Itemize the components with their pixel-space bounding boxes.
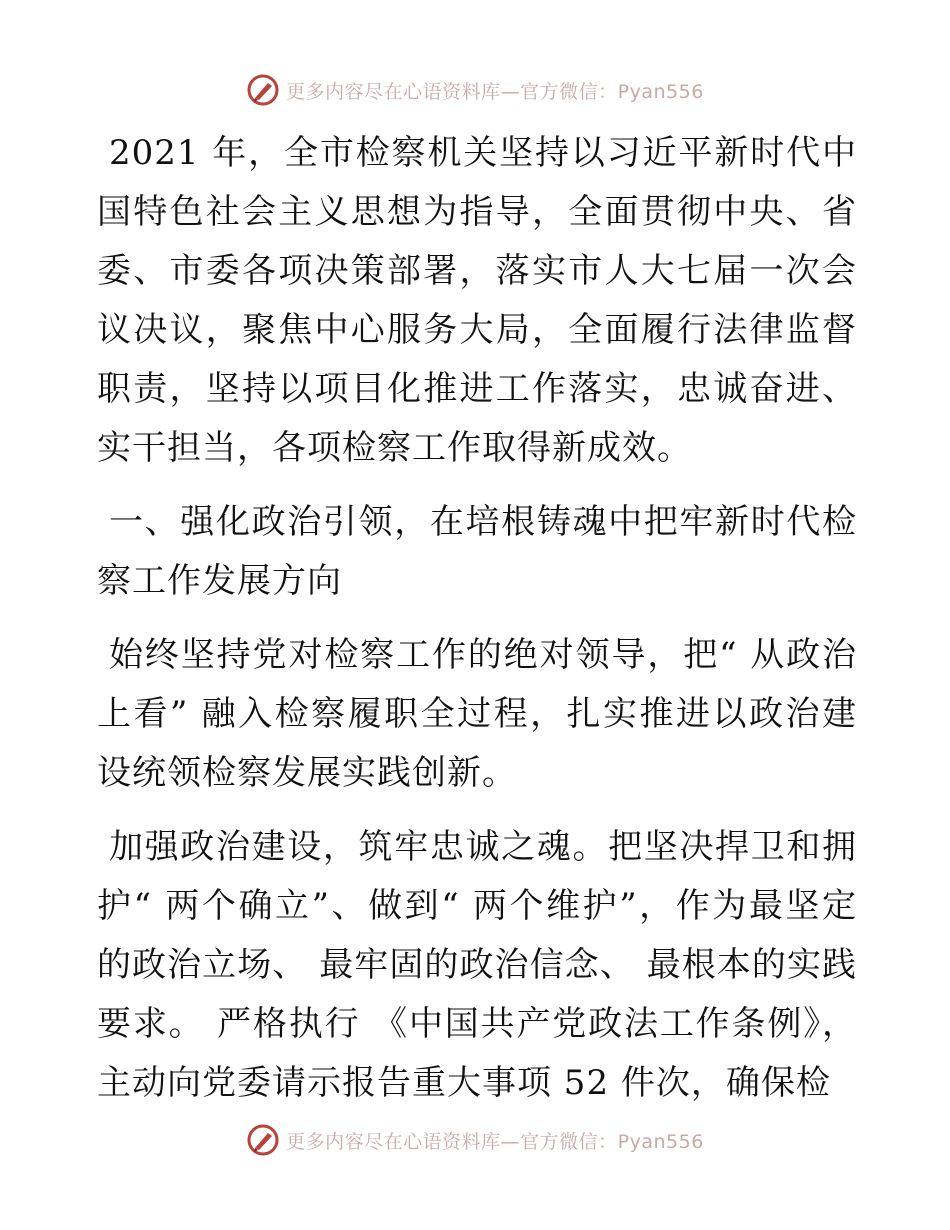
footer-watermark <box>0 1120 950 1160</box>
pen-circle-logo-icon <box>246 73 280 107</box>
pen-circle-logo-icon <box>246 1123 280 1157</box>
intro-paragraph: 2021 年，全市检察机关坚持以习近平新时代中国特色社会主义思想为指导，全面贯彻中央、省委、市委各项决策部署，落实市人大七届一次会议决议，聚焦中心服务大局，全面履行法律监督职责，坚持以项目化推进工作落实，忠诚奋进、实干担当，各项检察工作取得新成效。 <box>97 133 857 468</box>
header-watermark <box>0 70 950 110</box>
section-paragraph: 加强政治建设，筑牢忠诚之魂。把坚决捍卫和拥护“ 两个确立”、做到“ 两个维护”，作为最坚定的政治立场、 最牢固的政治信念、 最根本的实践要求。 严格执行 《中国共产党政法工作条例》，主动向党委请示报告重大事项 52 件次，确保检 <box>97 827 857 1103</box>
section-heading: 一、强化政治引领，在培根铸魂中把牢新时代检察工作发展方向 <box>97 502 857 601</box>
section-paragraph: 始终坚持党对检察工作的绝对领导，把“ 从政治上看” 融入检察履职全过程，扎实推进以政治建设统领检察发展实践创新。 <box>97 635 857 793</box>
document-body <box>97 124 857 1128</box>
watermark-text: 更多内容尽在心语资料库—官方微信：Pyan556 <box>286 1130 704 1153</box>
watermark-text: 更多内容尽在心语资料库—官方微信：Pyan556 <box>286 80 704 103</box>
